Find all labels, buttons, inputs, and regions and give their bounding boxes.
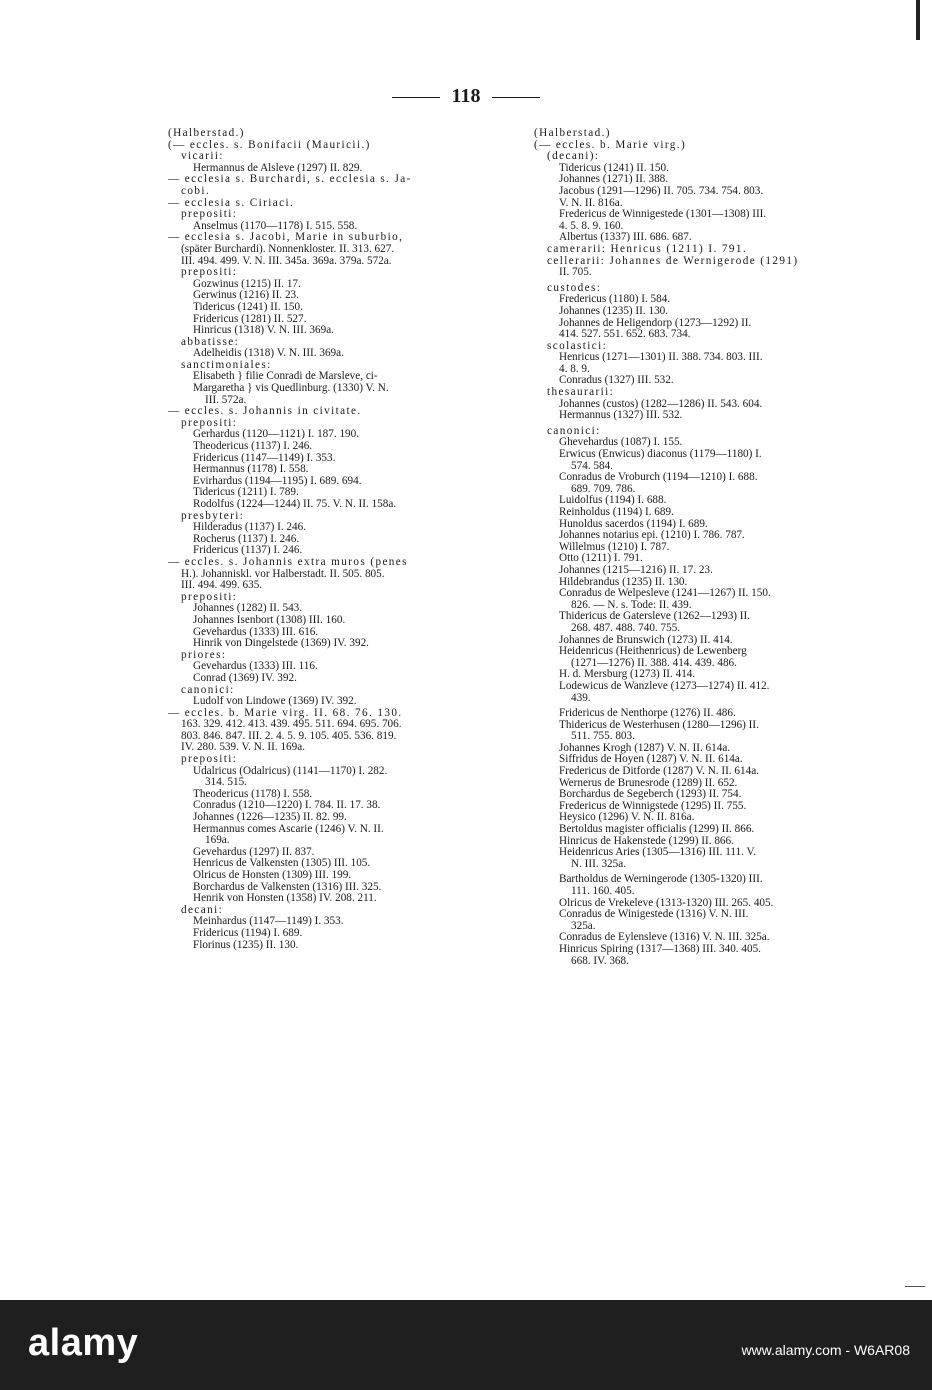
index-line: Hinricus (1318) V. N. III. 369a. — [193, 324, 334, 337]
index-line: Erwicus (Enwicus) diaconus (1179—1180) I. — [559, 448, 762, 461]
index-line: Fridericus (1147—1149) I. 353. — [193, 451, 336, 464]
index-line: 268. 487. 488. 740. 755. — [571, 621, 681, 634]
index-line: Siffridus de Hoyen (1287) V. N. II. 614a. — [559, 753, 743, 766]
index-line: Borchardus de Segeberch (1293) II. 754. — [559, 788, 742, 801]
index-line: Johannes notarius epi. (1210) I. 786. 787. — [559, 529, 745, 542]
page-number-text: 118 — [451, 85, 481, 107]
index-line: Gevehardus (1333) III. 616. — [193, 625, 319, 638]
index-line: N. III. 325a. — [571, 857, 626, 870]
index-line: (1271—1276) II. 388. 414. 439. 486. — [571, 656, 737, 669]
index-line: Lodewicus de Wanzleve (1273—1274) II. 412. — [559, 679, 770, 692]
index-line: Johannes (1271) II. 388. — [559, 173, 669, 186]
index-line: Conradus de Welpesleve (1241—1267) II. 150. — [559, 587, 771, 600]
index-line: 574. 584. — [571, 459, 613, 472]
index-line: Hildebrandus (1235) II. 130. — [559, 575, 688, 588]
page-number-dash-left — [392, 97, 440, 98]
page-number — [0, 85, 932, 108]
index-line: — ecclesia s. Jacobi, Marie in suburbio, — [168, 231, 404, 244]
index-line: 668. IV. 368. — [571, 954, 629, 967]
index-line: H.). Johanniskl. vor Halberstadt. II. 505. 805. — [181, 567, 385, 580]
index-line: Johannes Isenbort (1308) III. 160. — [193, 613, 346, 626]
index-line: sanctimoniales: — [181, 358, 272, 371]
index-line: Johannes (1282) II. 543. — [193, 602, 303, 615]
index-line: Henricus de Valkensten (1305) III. 105. — [193, 857, 371, 870]
index-line: Conradus (1327) III. 532. — [559, 374, 674, 387]
index-line: — ecclesia s. Ciriaci. — [168, 196, 295, 209]
index-line: Elisabeth } filie Conradi de Marsleve, ci- — [193, 370, 378, 383]
index-line: Gerwinus (1216) II. 23. — [193, 289, 299, 302]
index-line: Olricus de Vrekeleve (1313-1320) III. 265. 405. — [559, 896, 774, 909]
index-line: Gerhardus (1120—1121) I. 187. 190. — [193, 428, 360, 441]
index-line: cellerarii: Johannes de Wernigerode (1291) — [547, 254, 799, 267]
index-line: 511. 755. 803. — [571, 730, 635, 743]
index-line: Heidenricus (Heithenricus) de Lewenberg — [559, 645, 747, 658]
index-line: Hinricus Spiring (1317—1368) III. 340. 405. — [559, 942, 761, 955]
index-line: 169a. — [205, 834, 230, 847]
index-line: 689. 709. 786. — [571, 482, 636, 495]
index-line: 325a. — [571, 919, 596, 932]
index-line: prepositi: — [181, 208, 238, 221]
index-line: Fridericus (1194) I. 689. — [193, 926, 303, 939]
index-line: (später Burchardi). Nonnenkloster. II. 313. 627. — [181, 242, 395, 255]
index-line: Albertus (1337) III. 686. 687. — [559, 231, 692, 244]
index-line: Johannes (1215—1216) II. 17. 23. — [559, 563, 713, 576]
index-line: Anselmus (1170—1178) I. 515. 558. — [193, 219, 358, 232]
index-line: — eccles. s. Johannis in civitate. — [168, 405, 362, 418]
index-line: II. 705. — [559, 266, 592, 279]
index-line: Fredericus de Ditforde (1287) V. N. II. 614a. — [559, 765, 759, 778]
index-line: Fridericus (1137) I. 246. — [193, 544, 303, 557]
index-line: Tidericus (1241) II. 150. — [193, 300, 303, 313]
index-line: Fredericus de Winnigestede (1301—1308) III. — [559, 208, 767, 221]
index-line: presbyteri: — [181, 509, 245, 522]
index-line: Gozwinus (1215) II. 17. — [193, 277, 301, 290]
index-line: — eccles. s. Johannis extra muros (penes — [168, 555, 408, 568]
index-line: 314. 515. — [205, 776, 247, 789]
index-line: Hermannus comes Ascarie (1246) V. N. II. — [193, 822, 384, 835]
index-line: Bertoldus magister officialis (1299) II. 866. — [559, 823, 755, 836]
right-column — [534, 128, 854, 967]
index-line: Tidericus (1241) II. 150. — [559, 161, 669, 174]
index-line: Margaretha } vis Quedlinburg. (1330) V. N. — [193, 382, 389, 395]
index-line: Hermannus (1327) III. 532. — [559, 409, 683, 422]
index-line: Fridericus de Nenthorpe (1276) II. 486. — [559, 707, 736, 720]
index-line: 163. 329. 412. 413. 439. 495. 511. 694. 695. 706. — [181, 718, 402, 731]
index-line: (decani): — [547, 150, 600, 163]
index-line: V. N. II. 816a. — [559, 196, 623, 209]
index-line: Hunoldus sacerdos (1194) I. 689. — [559, 517, 708, 530]
index-line: Borchardus de Valkensten (1316) III. 325. — [193, 880, 382, 893]
index-line: Theodericus (1137) I. 246. — [193, 440, 313, 453]
index-line: Johannes de Brunswich (1273) II. 414. — [559, 633, 733, 646]
index-line: Gevehardus (1333) III. 116. — [193, 660, 318, 673]
index-line: Johannes (custos) (1282—1286) II. 543. 604. — [559, 397, 763, 410]
index-line: Bartholdus de Werningerode (1305-1320) III. — [559, 873, 763, 886]
index-line: Henricus (1271—1301) II. 388. 734. 803. III. — [559, 351, 763, 364]
index-line: priores: — [181, 648, 227, 661]
index-line: Fridericus (1281) II. 527. — [193, 312, 307, 325]
index-line: prepositi: — [181, 590, 238, 603]
index-line: Conrad (1369) IV. 392. — [193, 671, 297, 684]
index-line: Hinricus de Hakenstede (1299) II. 866. — [559, 834, 734, 847]
index-line: camerarii: Henricus (1211) I. 791. — [547, 242, 748, 255]
index-line: Willelmus (1210) I. 787. — [559, 540, 670, 553]
index-line: 4. 8. 9. — [559, 362, 590, 375]
index-line: vicarii: — [181, 150, 224, 163]
index-line: Conradus de Winigestede (1316) V. N. III. — [559, 908, 749, 921]
index-line: Hinrik von Dingelstede (1369) IV. 392. — [193, 637, 369, 650]
index-line: canonici: — [181, 683, 235, 696]
index-line: Ludolf von Lindowe (1369) IV. 392. — [193, 695, 357, 708]
index-line: Meinhardus (1147—1149) I. 353. — [193, 915, 344, 928]
index-line: prepositi: — [181, 266, 238, 279]
image-reference: www.alamy.com - W6AR08 — [741, 1342, 910, 1358]
index-line: Rodolfus (1224—1244) II. 75. V. N. II. 158a. — [193, 498, 397, 510]
index-line: Udalricus (Odalricus) (1141—1170) I. 282. — [193, 764, 388, 777]
index-line: Johannes de Heligendorp (1273—1292) II. — [559, 316, 752, 329]
index-line: Hermannus (1178) I. 558. — [193, 463, 309, 476]
index-line: Jacobus (1291—1296) II. 705. 734. 754. 803. — [559, 184, 764, 197]
index-line: Ghevehardus (1087) I. 155. — [559, 436, 683, 449]
index-line: Thidericus de Gatersleve (1262—1293) II. — [559, 610, 751, 623]
index-line: Reinholdus (1194) I. 689. — [559, 506, 674, 518]
index-line: cobi. — [181, 184, 211, 197]
index-line: Hilderadus (1137) I. 246. — [193, 521, 306, 534]
index-line: Johannes (1235) II. 130. — [559, 304, 669, 317]
index-line: canonici: — [547, 424, 601, 437]
index-line: 111. 160. 405. — [571, 885, 635, 897]
index-line: decani: — [181, 903, 224, 916]
index-line: 803. 846. 847. III. 2. 4. 5. 9. 105. 405. 536. 819. — [181, 729, 397, 742]
index-line: 4. 5. 8. 9. 160. — [559, 219, 624, 232]
index-line: III. 494. 499. V. N. III. 345a. 369a. 379a. 572a. — [181, 254, 392, 267]
index-line: Olricus de Honsten (1309) III. 199. — [193, 869, 352, 881]
index-line: III. 572a. — [205, 393, 247, 406]
index-line: Evirhardus (1194—1195) I. 689. 694. — [193, 474, 362, 487]
index-line: Conradus (1210—1220) I. 784. II. 17. 38. — [193, 799, 381, 812]
index-line: Conradus de Vroburch (1194—1210) I. 688. — [559, 471, 758, 484]
scan-edge-mark — [916, 0, 920, 40]
index-line: Rocherus (1137) I. 246. — [193, 532, 300, 545]
index-line: (— eccles. s. Bonifacii (Mauricii.) — [168, 138, 371, 151]
index-line: H. d. Mersburg (1273) II. 414. — [559, 668, 696, 681]
index-line: prepositi: — [181, 416, 238, 429]
left-column — [168, 128, 510, 951]
index-line: Fredericus (1180) I. 584. — [559, 293, 671, 306]
index-line: (Halberstad.) — [168, 127, 245, 139]
index-line: Adelheidis (1318) V. N. III. 369a. — [193, 347, 344, 360]
index-line: prepositi: — [181, 753, 238, 766]
index-line: Henrik von Honsten (1358) IV. 208. 211. — [193, 892, 377, 905]
index-line: Luidolfus (1194) I. 688. — [559, 494, 667, 507]
index-line: custodes: — [547, 281, 602, 294]
index-line: — ecclesia s. Burchardi, s. ecclesia s. Ja- — [168, 173, 412, 186]
index-line: Conradus de Eylensleve (1316) V. N. III. 325a. — [559, 931, 770, 944]
index-line: Heidenricus Aries (1305—1316) III. 111. V. — [559, 846, 756, 859]
index-line: Wernerus de Brunesrode (1289) II. 652. — [559, 776, 738, 789]
scan-corner-mark — [905, 1286, 925, 1287]
alamy-logo: alamy — [28, 1322, 139, 1364]
index-line: Tidericus (1211) I. 789. — [193, 486, 299, 499]
index-line: (Halberstad.) — [534, 127, 611, 139]
index-line: 414. 527. 551. 652. 683. 734. — [559, 328, 691, 341]
index-line: Heysico (1296) V. N. II. 816a. — [559, 811, 695, 824]
index-line: 439. — [571, 691, 591, 704]
index-line: (— eccles. b. Marie virg.) — [534, 138, 687, 151]
index-line: scolastici: — [547, 339, 608, 352]
index-line: Fredericus de Winnigstede (1295) II. 755. — [559, 799, 747, 812]
index-line: thesaurarii: — [547, 386, 615, 399]
index-line: Johannes Krogh (1287) V. N. II. 614a. — [559, 741, 731, 754]
index-line: Johannes (1226—1235) II. 82. 99. — [193, 811, 347, 824]
index-line: — eccles. b. Marie virg. II. 68. 76. 130. — [168, 706, 403, 719]
index-line: Gevehardus (1297) II. 837. — [193, 845, 315, 858]
index-line: 826. — N. s. Tode: II. 439. — [571, 598, 692, 611]
index-line: Otto (1211) I. 791. — [559, 552, 643, 565]
watermark-footer — [0, 1300, 932, 1390]
index-line: abbatisse: — [181, 335, 240, 348]
index-line: Theodericus (1178) I. 558. — [193, 787, 313, 800]
index-line: III. 494. 499. 635. — [181, 579, 263, 592]
index-line: Hermannus de Alsleve (1297) II. 829. — [193, 161, 363, 174]
index-line: IV. 280. 539. V. N. II. 169a. — [181, 741, 305, 754]
index-line: Thidericus de Westerhusen (1280—1296) II. — [559, 718, 759, 731]
page-number-dash-right — [492, 97, 540, 98]
index-line: Florinus (1235) II. 130. — [193, 938, 299, 951]
